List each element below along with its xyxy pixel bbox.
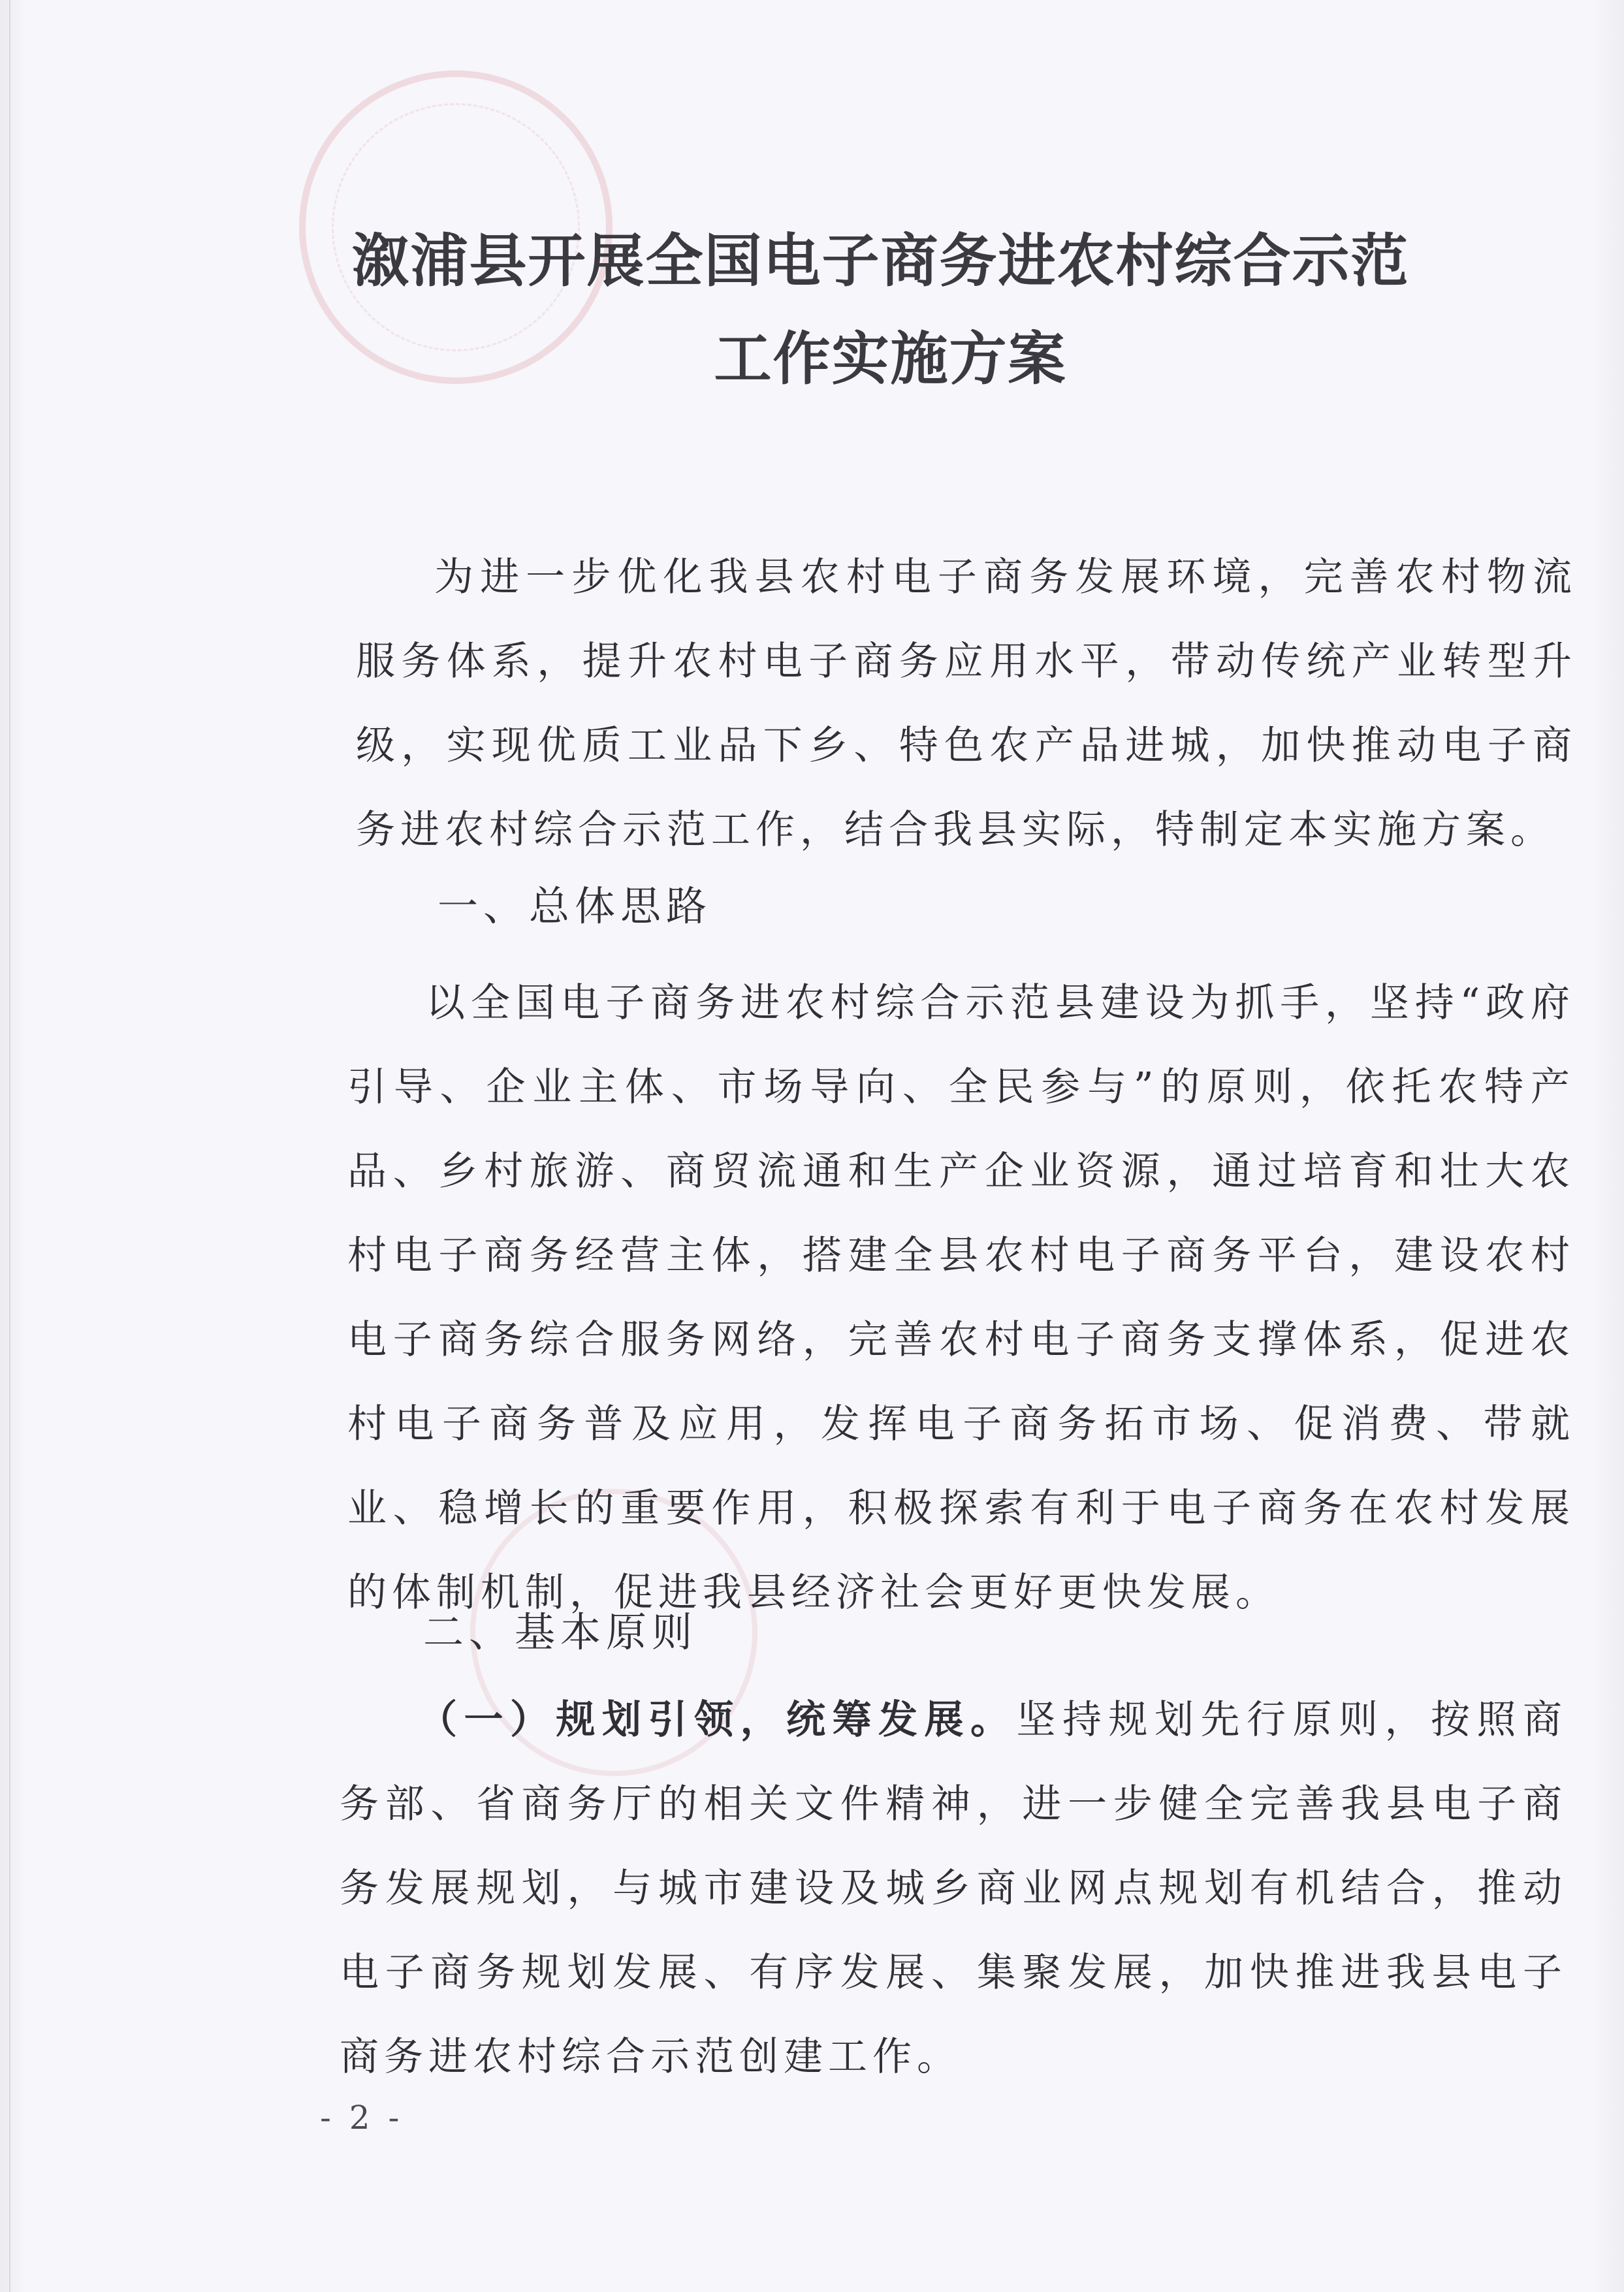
section-1-heading: 一、总体思路 <box>438 882 712 930</box>
page-number: - 2 - <box>320 2099 404 2137</box>
section-2-item-1 <box>340 1678 1567 2099</box>
intro-paragraph <box>356 535 1577 872</box>
item-1-lead: （一）规划引领，统筹发展。 <box>418 1697 1017 1743</box>
section-2-item-1-text <box>340 1678 1567 2099</box>
document-title-line-2: 工作实施方案 <box>714 325 1067 392</box>
section-2-heading: 二、基本原则 <box>423 1608 698 1656</box>
section-1-text: 以全国电子商务进农村综合示范县建设为抓手，坚持“政府引导、企业主体、市场导向、全民参与”的原则，依托农特产品、乡村旅游、商贸流通和生产企业资源，通过培育和壮大农村电子商务经营主体，搭建全县农村电子商务平台，建设农村电子商务综合服务网络，完善农村电子商务支撑体系，促进农村电子商务普及应用，发挥电子商务拓市场、促消费、带就业、稳增长的重要作用，积极探索有利于电子商务在农村发展的体制机制，促进我县经济社会更好更快发展。 <box>347 980 1575 1616</box>
intro-text: 为进一步优化我县农村电子商务发展环境，完善农村物流服务体系，提升农村电子商务应用水平，带动传统产业转型升级，实现优质工业品下乡、特色农产品进城，加快推动电子商务进农村综合示范工作，结合我县实际，特制定本实施方案。 <box>356 554 1577 853</box>
document-title-line-1: 溆浦县开展全国电子商务进农村综合示范 <box>351 227 1410 294</box>
section-1-body <box>347 961 1575 1635</box>
item-1-body: 坚持规划先行原则，按照商务部、省商务厅的相关文件精神，进一步健全完善我县电子商务发展规划，与城市建设及城乡商业网点规划有机结合，推动电子商务规划发展、有序发展、集聚发展，加快推进我县电子商务进农村综合示范创建工作。 <box>340 1697 1567 2080</box>
